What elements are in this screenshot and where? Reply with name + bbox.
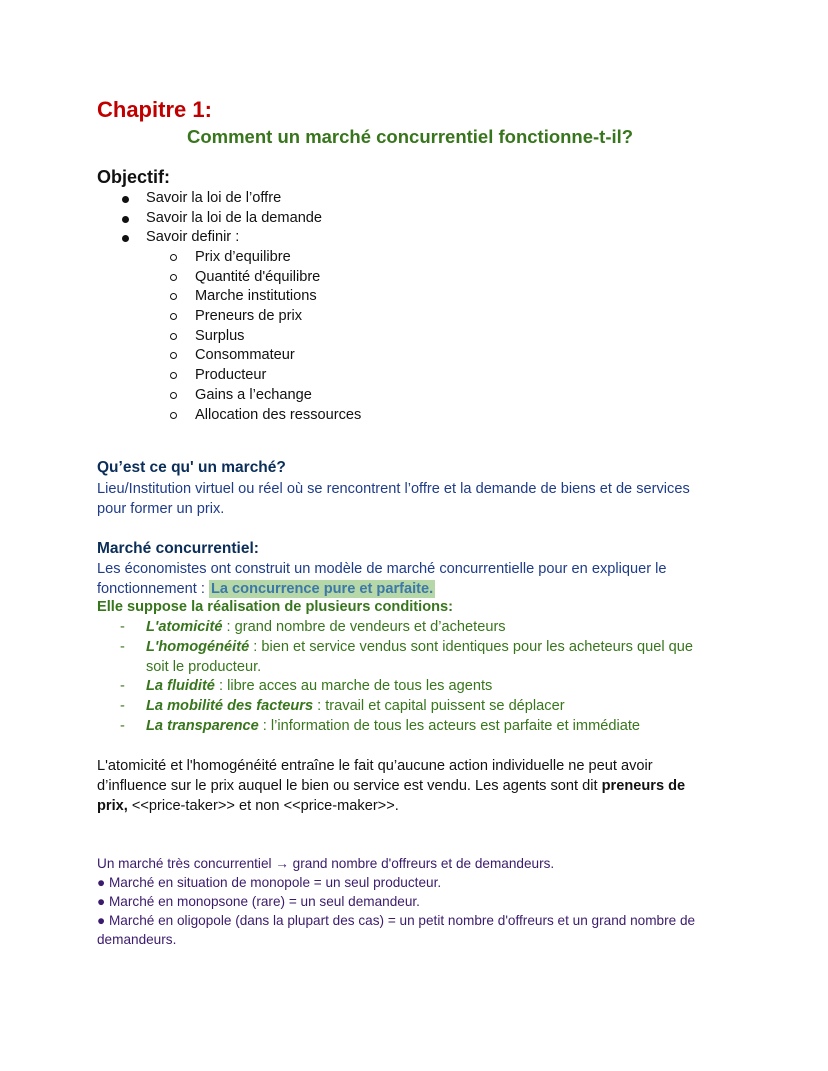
atomicity-paragraph [97,756,717,816]
chapter-subtitle: Comment un marché concurrentiel fonctionne-t-il? [187,126,634,147]
condition-text: : bien et service vendus sont identiques pour les acheteurs quel que [249,638,693,655]
summary-line: demandeurs. [97,932,177,947]
dash-bullet: - [120,638,125,655]
atomicity-line-text: d’influence sur le prix auquel le bien ou service est vendu. Les agents sont dit [97,778,602,794]
atomicity-line: L'atomicité et l'homogénéité entraîne le fait qu’aucune action individuelle ne peut avoir [97,758,653,774]
condition-term: La transparence [146,717,259,734]
objective-item: Savoir la loi de la demande [146,209,322,229]
definition-item: Prix d’equilibre [195,248,361,268]
summary-line: ● Marché en situation de monopole = un seul producteur. [97,875,442,890]
market-types-summary [97,854,737,949]
competitive-heading: Marché concurrentiel: [97,540,259,557]
definition-item: Surplus [195,327,361,347]
definition-item: Preneurs de prix [195,307,361,327]
market-definition [97,480,690,520]
atomicity-line [97,776,717,796]
condition-text: : grand nombre de vendeurs et d’acheteurs [222,619,506,635]
condition-item [120,677,693,697]
conditions-list [120,618,693,737]
market-line: pour former un prix. [97,500,225,517]
summary-line: ● Marché en oligopole (dans la plupart des cas) = un petit nombre d'offreurs et un grand nombre de [97,913,696,928]
summary-line: ● Marché en monopsone (rare) = un seul demandeur. [97,894,420,909]
objective-item: Savoir la loi de l’offre [146,189,322,209]
market-heading: Qu’est ce qu' un marché? [97,459,286,476]
atomicity-line [97,796,717,816]
objective-item: Savoir definir : [146,228,322,248]
condition-item [120,717,693,737]
objectives-heading: Objectif: [97,167,171,187]
conditions-intro: Elle suppose la réalisation de plusieurs conditions: [97,599,454,615]
definition-item: Quantité d'équilibre [195,268,361,288]
atomicity-line-text: <<price-taker>> et non <<price-maker>>. [127,798,399,814]
chapter-title: Chapitre 1: [97,97,212,122]
competitive-line-prefix: fonctionnement : [97,580,209,597]
condition-text-continued: soit le producteur. [146,658,262,675]
objectives-list [146,189,322,248]
condition-text: : l’information de tous les acteurs est parfaite et immédiate [258,717,640,734]
dash-bullet: - [120,678,125,695]
condition-item [120,697,693,717]
market-line: Lieu/Institution virtuel ou réel où se rencontrent l’offre et la demande de biens et de services [97,481,690,497]
summary-line: Un marché très concurrentiel → grand nombre d'offreurs et de demandeurs. [97,856,555,871]
definition-item: Allocation des ressources [195,406,361,426]
condition-text: : libre acces au marche de tous les agents [214,678,493,695]
condition-term: L'homogénéité [146,638,250,655]
definitions-list [195,248,361,425]
competitive-paragraph [97,560,666,600]
condition-term: La fluidité [146,678,215,695]
definition-item: Producteur [195,366,361,386]
competitive-line: Les économistes ont construit un modèle de marché concurrentielle pour en expliquer le [97,561,667,577]
condition-text: : travail et capital puissent se déplacer [313,698,565,715]
condition-term: La mobilité des facteurs [146,698,314,715]
condition-item [120,638,693,678]
price-taker-term: preneurs de [601,778,686,794]
condition-item [120,618,693,638]
highlighted-term: La concurrence pure et parfaite. [210,580,434,597]
dash-bullet: - [120,717,125,734]
condition-term: L'atomicité [146,619,223,635]
dash-bullet: - [120,698,125,715]
price-taker-term-end: prix, [97,798,128,814]
dash-bullet: - [120,619,125,635]
definition-item: Gains a l’echange [195,386,361,406]
definition-item: Marche institutions [195,287,361,307]
definition-item: Consommateur [195,346,361,366]
competitive-line [97,580,666,600]
